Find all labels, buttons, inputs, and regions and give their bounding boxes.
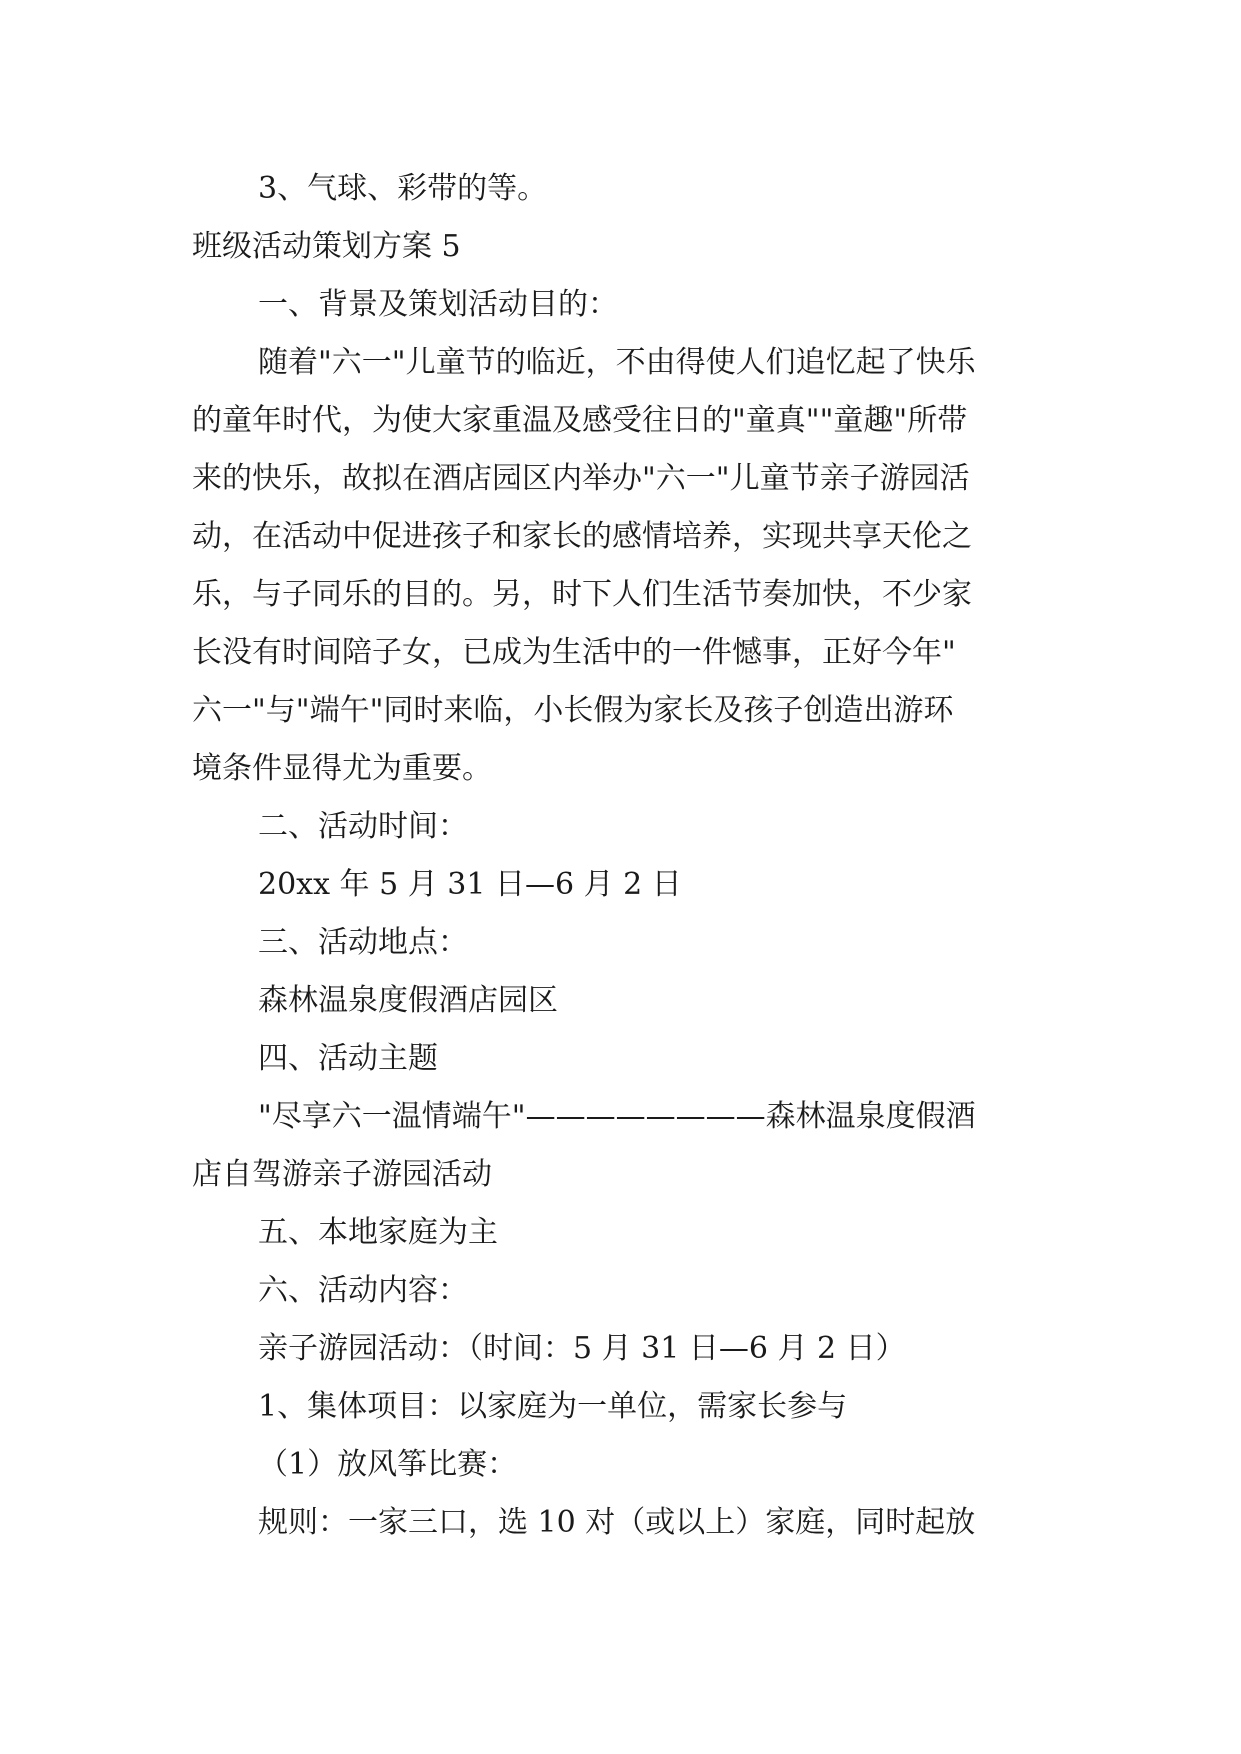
paragraph-line: 的童年时代，为使大家重温及感受往日的"童真""童趣"所带 xyxy=(192,403,968,438)
list-item: （1）放风筝比赛： xyxy=(258,1447,518,1482)
paragraph-line: 境条件显得尤为重要。 xyxy=(192,751,492,786)
heading-time: 二、活动时间： xyxy=(258,809,468,844)
paragraph-line: 随着"六一"儿童节的临近，不由得使人们追忆起了快乐 xyxy=(258,345,976,380)
heading-content: 六、活动内容： xyxy=(258,1273,468,1308)
activity-time: 20xx 年 5 月 31 日—6 月 2 日 xyxy=(258,867,682,902)
heading-audience: 五、本地家庭为主 xyxy=(258,1215,498,1250)
list-item: 规则：一家三口，选 10 对（或以上）家庭，同时起放 xyxy=(258,1505,976,1540)
heading-background: 一、背景及策划活动目的： xyxy=(258,287,618,322)
paragraph-background xyxy=(192,334,1052,798)
paragraph-line: 乐，与子同乐的目的。另，时下人们生活节奏加快，不少家 xyxy=(192,577,972,612)
paragraph-theme xyxy=(192,1088,1052,1204)
heading-theme: 四、活动主题 xyxy=(258,1041,438,1076)
paragraph-line: "尽享六一温情端午"————————森林温泉度假酒 xyxy=(258,1099,976,1134)
paragraph-line: 店自驾游亲子游园活动 xyxy=(192,1157,492,1192)
activity-location: 森林温泉度假酒店园区 xyxy=(258,983,558,1018)
list-item: 1、集体项目：以家庭为一单位，需家长参与 xyxy=(258,1389,848,1424)
heading-location: 三、活动地点： xyxy=(258,925,468,960)
document-body xyxy=(192,160,1052,1552)
paragraph-line: 六一"与"端午"同时来临，小长假为家长及孩子创造出游环 xyxy=(192,693,954,728)
paragraph-line: 动，在活动中促进孩子和家长的感情培养，实现共享天伦之 xyxy=(192,519,972,554)
paragraph-line: 长没有时间陪子女，已成为生活中的一件憾事，正好今年" xyxy=(192,635,956,670)
list-item: 3、气球、彩带的等。 xyxy=(258,171,548,206)
activity-subtitle: 亲子游园活动：（时间：5 月 31 日—6 月 2 日） xyxy=(258,1331,906,1366)
paragraph-line: 来的快乐，故拟在酒店园区内举办"六一"儿童节亲子游园活 xyxy=(192,461,970,496)
section-title: 班级活动策划方案 5 xyxy=(192,229,461,264)
